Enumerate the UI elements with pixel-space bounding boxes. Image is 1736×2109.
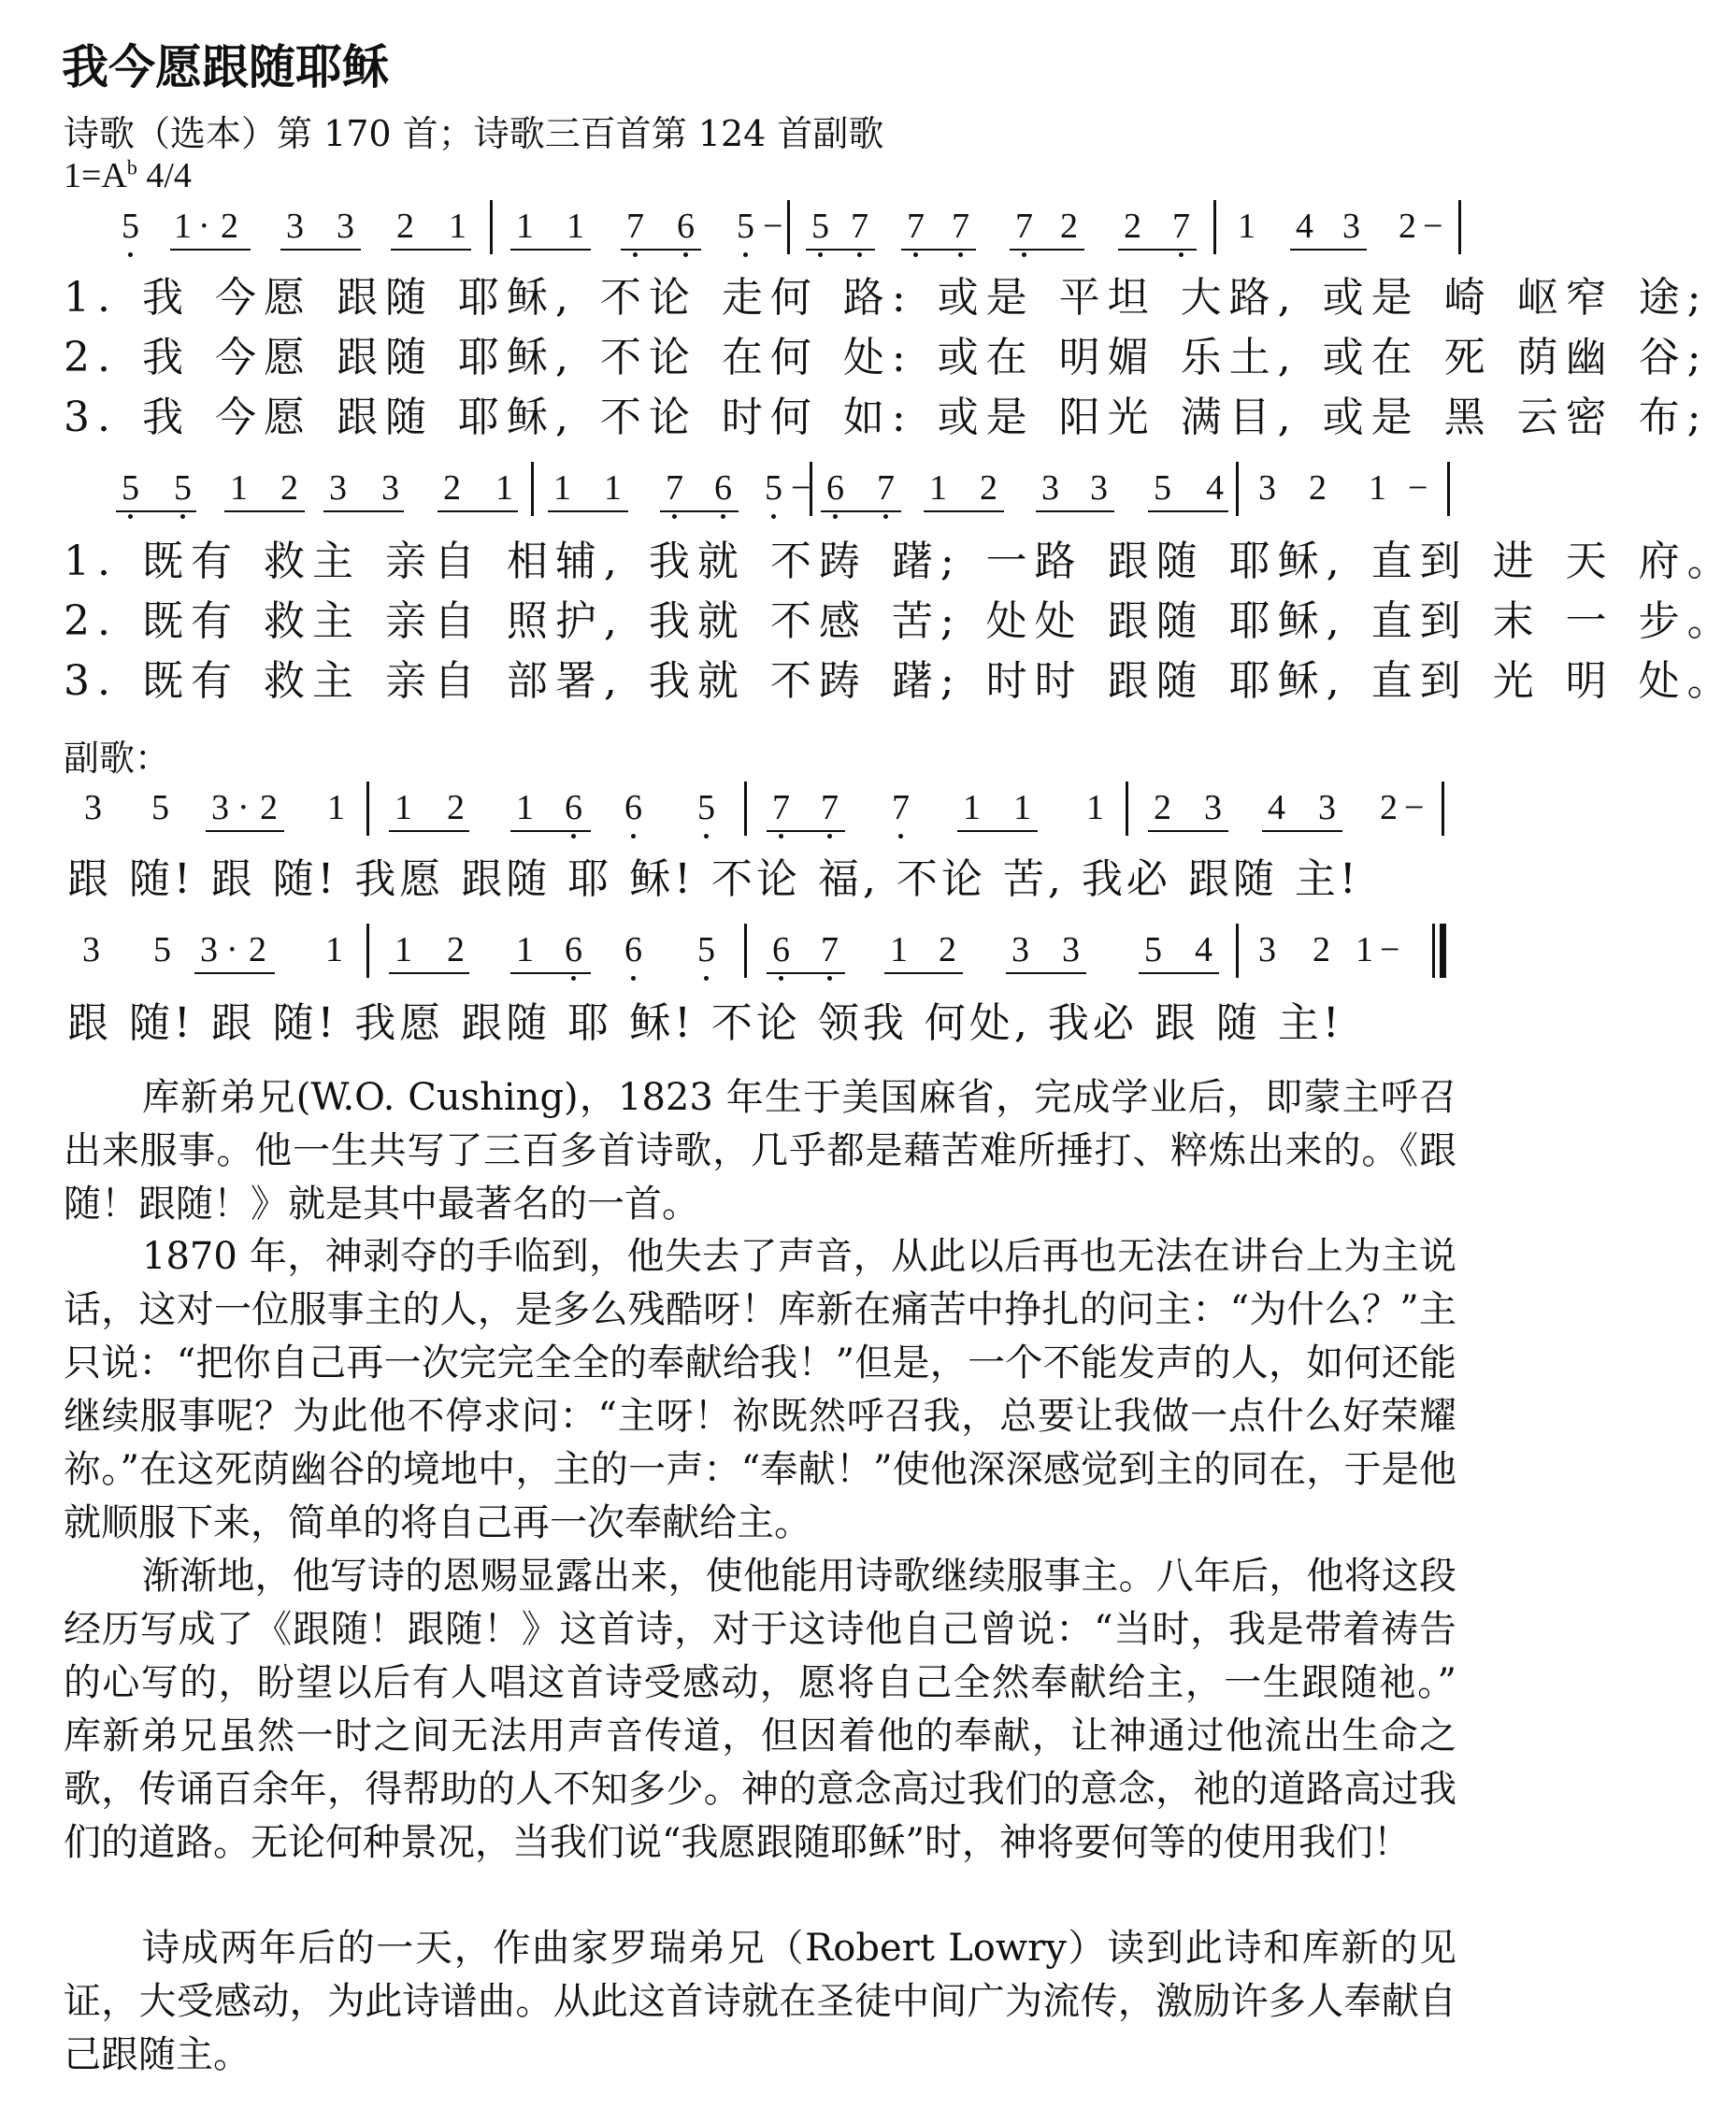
octave-dot — [721, 514, 725, 519]
note: 7 — [821, 930, 839, 969]
octave-dot — [913, 252, 918, 257]
beam — [323, 510, 404, 512]
beam — [438, 510, 518, 512]
note: 1 — [963, 788, 981, 827]
note: 2 — [1124, 207, 1141, 246]
note: − — [1423, 207, 1443, 246]
note: 7 — [1015, 207, 1033, 246]
beam — [901, 249, 976, 251]
paragraph-2: 1870 年，神剥夺的手临到，他失去了声音，从此以后再也无法在讲台上为主说话，这对一位服事主的人，是多么残酷呀！库新在痛苦中挣扎的问主：“为什么？”主只说：“把你自己再一次完完全全的奉献给我！”但是，一个不能发声的人，如何还能继续服事呢？为此他不停求问：“主呀！祢既然呼召我，总要让我做一点什么好荣耀祢。”在这死荫幽谷的境地中，主的一声：“奉献！”使他深深感觉到主的同在，于是他就顺服下来，简单的将自己再一次奉献给主。 — [64, 1235, 1456, 1544]
score-row-3 — [0, 782, 1518, 838]
beam — [1006, 972, 1086, 974]
note: 1 — [516, 930, 534, 969]
score-row-1 — [0, 200, 1518, 256]
beam — [510, 830, 591, 832]
beam — [170, 249, 251, 251]
page-title: 我今愿跟随耶稣 — [62, 40, 389, 94]
note: 2 — [280, 468, 298, 508]
beam — [806, 249, 875, 251]
paragraph-4: 诗成两年后的一天，作曲家罗瑞弟兄（Robert Lowry）读到此诗和库新的见证，大受感动，为此诗谱曲。从此这首诗就在圣徒中间广为流传，激励许多人奉献自己跟随主。 — [64, 1927, 1456, 2076]
note: 3 — [329, 468, 347, 508]
octave-dot — [898, 834, 903, 839]
note: 7 — [877, 468, 895, 508]
beam — [224, 510, 305, 512]
note: 6 — [714, 468, 732, 508]
score-row-4 — [0, 924, 1518, 980]
note: 1 — [395, 930, 412, 969]
note: 7 — [666, 468, 683, 508]
note: 4 — [1206, 468, 1224, 508]
beam — [280, 249, 361, 251]
beam — [1139, 972, 1219, 974]
octave-dot — [827, 834, 832, 839]
verse-line-1: 1. 我 今愿 跟随 耶稣, 不论 走何 路: 或是 平坦 大路, 或是 崎 岖窄 途; — [64, 274, 1709, 322]
octave-dot — [743, 252, 748, 257]
chorus-line-2: 跟 随! 跟 随! 我愿 跟随 耶 稣! 不论 领我 何处, 我必 跟 随 主! — [67, 999, 1343, 1047]
note: 1 — [327, 788, 345, 827]
note: 3 — [1318, 788, 1336, 827]
note: 2 — [1309, 468, 1327, 508]
octave-dot — [833, 514, 838, 519]
note: 5 — [174, 468, 192, 508]
beam — [510, 249, 591, 251]
note: 5 — [697, 788, 715, 827]
octave-dot — [683, 252, 688, 257]
octave-dot — [704, 976, 709, 981]
note: 7 — [907, 207, 925, 246]
note: 7 — [821, 788, 839, 827]
note: 1 — [495, 468, 513, 508]
note: 5 — [153, 930, 171, 969]
barline — [1213, 200, 1216, 254]
note: 2 — [1154, 788, 1171, 827]
octave-dot — [818, 252, 823, 257]
note: 4 — [1195, 930, 1212, 969]
octave-dot — [631, 834, 636, 839]
barline — [1458, 200, 1461, 254]
note: 3 — [82, 930, 100, 969]
note: 3 — [1258, 930, 1276, 969]
octave-dot — [128, 252, 133, 257]
note: − — [1408, 468, 1428, 508]
beam — [389, 830, 469, 832]
note: 6 — [624, 788, 642, 827]
beam — [1148, 830, 1228, 832]
beam — [884, 972, 963, 974]
beam — [767, 972, 845, 974]
octave-dot — [883, 514, 888, 519]
octave-dot — [1179, 252, 1184, 257]
verse-line-4: 1. 既有 救主 亲自 相辅, 我就 不踌 躇; 一路 跟随 耶稣, 直到 进 天 府。 — [64, 538, 1736, 585]
barline — [531, 462, 534, 516]
beam — [767, 830, 845, 832]
note: 3 — [1041, 468, 1059, 508]
octave-dot — [571, 976, 576, 981]
octave-dot — [857, 252, 862, 257]
note: 1 — [890, 930, 908, 969]
note: 1 — [604, 468, 622, 508]
note: · — [198, 207, 210, 246]
beam — [1118, 249, 1197, 251]
barline — [1236, 924, 1239, 978]
note: 1 — [929, 468, 947, 508]
time-signature: 4/4 — [146, 156, 192, 195]
note: 2 — [221, 207, 238, 246]
note: 3 — [337, 207, 354, 246]
note: 2 — [1399, 207, 1416, 246]
note: 2 — [1060, 207, 1078, 246]
note: 2 — [1313, 930, 1330, 969]
note: 5 — [151, 788, 169, 827]
note: 1 — [325, 930, 343, 969]
octave-dot — [180, 514, 185, 519]
note: 2 — [443, 468, 461, 508]
beam — [391, 249, 471, 251]
note: 2 — [447, 788, 465, 827]
note: 5 — [1144, 930, 1162, 969]
note: 4 — [1296, 207, 1313, 246]
note: 6 — [677, 207, 695, 246]
note: − — [763, 207, 783, 246]
note: 5 — [697, 930, 715, 969]
barline — [1126, 782, 1128, 836]
note: − — [791, 468, 811, 508]
beam — [1262, 830, 1342, 832]
note: 1 — [1356, 930, 1373, 969]
note: 3 — [1090, 468, 1108, 508]
barline — [366, 782, 369, 836]
octave-dot — [704, 834, 709, 839]
octave-dot — [128, 514, 133, 519]
note: 2 — [260, 788, 278, 827]
note: 2 — [939, 930, 956, 969]
note: 5 — [122, 468, 139, 508]
chorus-label: 副歌： — [64, 738, 171, 779]
note: 5 — [811, 207, 829, 246]
note: − — [1380, 930, 1400, 969]
verse-line-3: 3. 我 今愿 跟随 耶稣, 不论 时何 如: 或是 阳光 满目, 或是 黑 云密 布; — [64, 394, 1709, 441]
key-prefix: 1=A — [64, 156, 127, 195]
note: · — [237, 788, 250, 827]
note: 7 — [952, 207, 969, 246]
note: 3 — [286, 207, 304, 246]
beam — [821, 510, 901, 512]
note: 2 — [980, 468, 997, 508]
note: 6 — [565, 788, 582, 827]
note: 5 — [765, 468, 782, 508]
note: 1 — [553, 468, 571, 508]
note: 5 — [1154, 468, 1171, 508]
beam — [389, 972, 469, 974]
note: 1 — [1238, 207, 1255, 246]
beam — [660, 510, 739, 512]
verse-line-6: 3. 既有 救主 亲自 部署, 我就 不踌 躇; 时时 跟随 耶稣, 直到 光 明 处。 — [64, 657, 1736, 705]
barline — [787, 200, 790, 254]
octave-dot — [779, 976, 783, 981]
hymn-reference: 诗歌（选本）第 170 首；诗歌三百首第 124 首副歌 — [64, 113, 884, 154]
score-row-2 — [0, 462, 1518, 518]
beam — [1036, 510, 1114, 512]
note: 3 — [1011, 930, 1029, 969]
note: 2 — [249, 930, 266, 969]
note: 1 — [1086, 788, 1104, 827]
chorus-line-1: 跟 随! 跟 随! 我愿 跟随 耶 稣! 不论 福, 不论 苦, 我必 跟随 主! — [67, 855, 1360, 903]
note: 3 — [1258, 468, 1276, 508]
note: 1 — [567, 207, 584, 246]
note: 1 — [1369, 468, 1386, 508]
note: 1 — [1013, 788, 1031, 827]
beam — [924, 510, 1004, 512]
note: 3 — [84, 788, 102, 827]
octave-dot — [633, 252, 638, 257]
barline — [366, 924, 369, 978]
beam — [1290, 249, 1367, 251]
beam — [206, 830, 284, 832]
barline — [744, 924, 747, 978]
octave-dot — [958, 252, 963, 257]
note: · — [226, 930, 238, 969]
note: 6 — [624, 930, 642, 969]
beam — [957, 830, 1038, 832]
note: 5 — [122, 207, 139, 246]
note: 7 — [892, 788, 910, 827]
octave-dot — [827, 976, 832, 981]
note: 3 — [381, 468, 399, 508]
note: 6 — [772, 930, 790, 969]
note: 7 — [851, 207, 868, 246]
beam — [194, 972, 275, 974]
barline — [1432, 924, 1435, 978]
final-barline — [1440, 924, 1446, 978]
note: 1 — [516, 788, 534, 827]
octave-dot — [1022, 252, 1026, 257]
note: 3 — [1342, 207, 1360, 246]
note: 7 — [1172, 207, 1190, 246]
note: 4 — [1268, 788, 1285, 827]
beam — [116, 510, 196, 512]
beam — [621, 249, 701, 251]
note: 3 — [1062, 930, 1080, 969]
barline — [744, 782, 747, 836]
paragraph-1: 库新弟兄(W.O. Cushing)，1823 年生于美国麻省，完成学业后，即蒙主呼召出来服事。他一生共写了三百多首诗歌，几乎都是藉苦难所捶打、粹炼出来的。《跟随！跟随！》就是其中最著名的一首。 — [64, 1076, 1456, 1226]
verse-line-5: 2. 既有 救主 亲自 照护, 我就 不感 苦; 处处 跟随 耶稣, 直到 末 一 步。 — [64, 597, 1736, 645]
note: 5 — [737, 207, 754, 246]
paragraph-3: 渐渐地，他写诗的恩赐显露出来，使他能用诗歌继续服事主。八年后，他将这段经历写成了《跟随！跟随！》这首诗，对于这诗他自己曾说：“当时，我是带着祷告的心写的，盼望以后有人唱这首诗受感动，愿将自己全然奉献给主，一生跟随祂。” 库新弟兄虽然一时之间无法用声音传道，但因着他的奉献，让神通过他流出生命之歌，传诵百余年，得帮助的人不知多少。神的意念高过我们的意念，祂的道路高过我们的道路。无论何种景况，当我们说“我愿跟随耶稣”时，神将要何等的使用我们！ — [64, 1555, 1456, 1864]
note: 3 — [211, 788, 229, 827]
barline — [490, 200, 493, 254]
beam — [1010, 249, 1084, 251]
note: 6 — [826, 468, 844, 508]
beam — [1148, 510, 1228, 512]
note: 1 — [449, 207, 466, 246]
note: 1 — [395, 788, 412, 827]
octave-dot — [672, 514, 677, 519]
note: − — [1404, 788, 1425, 827]
octave-dot — [631, 976, 636, 981]
note: 7 — [626, 207, 644, 246]
key-accidental: b — [126, 155, 137, 179]
barline — [1447, 462, 1450, 516]
barline — [1442, 782, 1444, 836]
note: 1 — [174, 207, 192, 246]
note: 7 — [772, 788, 790, 827]
note: 1 — [230, 468, 248, 508]
note: 3 — [1204, 788, 1222, 827]
verse-line-2: 2. 我 今愿 跟随 耶稣, 不论 在何 处: 或在 明媚 乐土, 或在 死 荫幽 谷; — [64, 334, 1709, 381]
key-signature — [64, 155, 192, 196]
barline — [1236, 462, 1239, 516]
note: 1 — [516, 207, 534, 246]
note: 3 — [200, 930, 218, 969]
note: 2 — [396, 207, 414, 246]
note: 2 — [1380, 788, 1398, 827]
octave-dot — [571, 834, 576, 839]
octave-dot — [779, 834, 783, 839]
beam — [510, 972, 591, 974]
octave-dot — [771, 514, 776, 519]
beam — [548, 510, 628, 512]
note: 6 — [565, 930, 582, 969]
note: 2 — [447, 930, 465, 969]
